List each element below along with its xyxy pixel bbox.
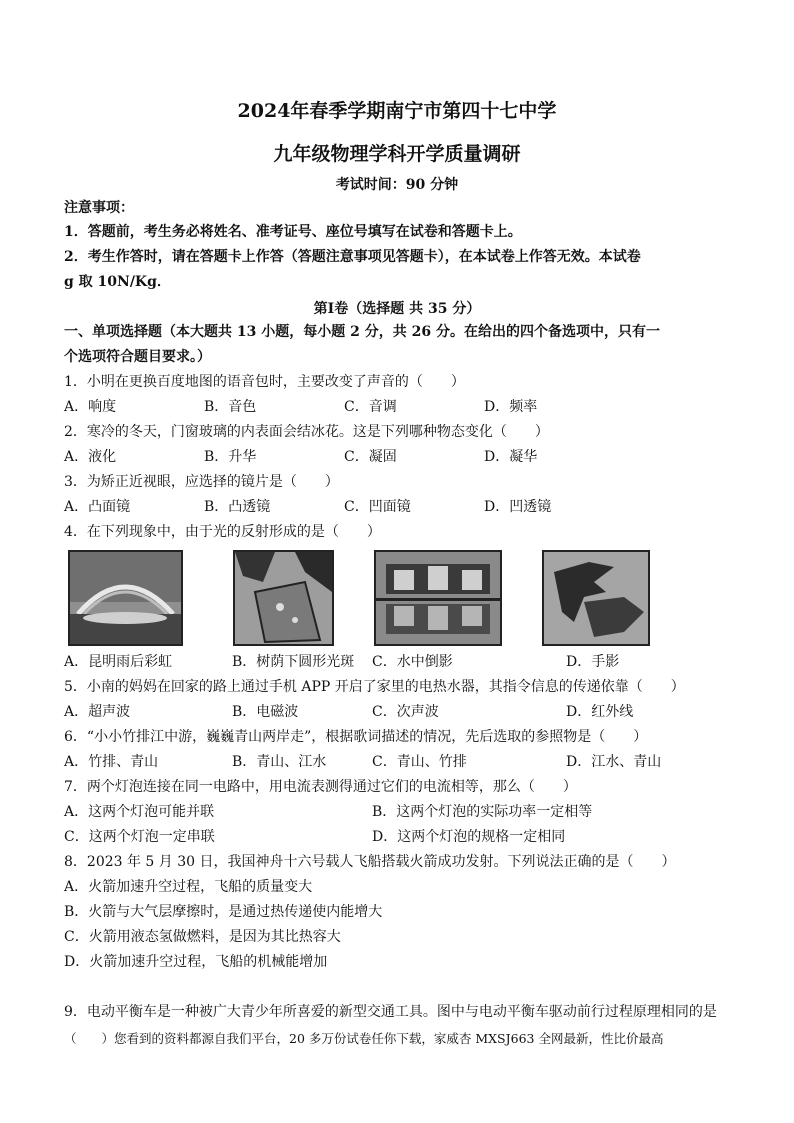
q1-option-d: D．频率 xyxy=(484,399,538,415)
q8-option-a: A．火箭加速升空过程，飞船的质量变大 xyxy=(64,879,313,895)
exam-title-school: 2024年春季学期南宁市第四十七中学 xyxy=(237,100,557,122)
q6-option-c: C．青山、竹排 xyxy=(372,754,467,770)
q8-option-b: B．火箭与大气层摩擦时，是通过热传递使内能增大 xyxy=(64,904,383,920)
q1-option-c: C．音调 xyxy=(344,399,397,415)
q3-option-a: A．凸面镜 xyxy=(64,499,131,515)
q5-option-d: D．红外线 xyxy=(566,704,634,720)
q6-stem: 6．“小小竹排江中游，巍巍青山两岸走”，根据歌词描述的情况，先后选取的参照物是（ ） xyxy=(64,729,648,745)
q8-option-c: C．火箭用液态氢做燃料，是因为其比热容大 xyxy=(64,929,341,945)
q5-option-a: A．超声波 xyxy=(64,704,131,720)
q7-option-d: D．这两个灯泡的规格一定相同 xyxy=(372,829,566,845)
q2-option-a: A．液化 xyxy=(64,449,117,465)
q4-stem: 4．在下列现象中，由于光的反射形成的是（ ） xyxy=(64,524,381,540)
section-instruction-line-2: 个选项符合题目要求。） xyxy=(64,349,211,365)
q4-option-c: C．水中倒影 xyxy=(372,654,453,670)
note-2-line-2: g 取 10N/Kg． xyxy=(64,274,171,290)
q5-stem: 5．小南的妈妈在回家的路上通过手机 APP 开启了家里的电热水器，其指令信息的传递依靠（ ） xyxy=(64,679,685,695)
q2-option-c: C．凝固 xyxy=(344,449,397,465)
q6-option-b: B．青山、江水 xyxy=(232,754,327,770)
note-1: 1．答题前，考生务必将姓名、准考证号、座位号填写在试卷和答题卡上。 xyxy=(64,224,522,240)
q8-option-d: D．火箭加速升空过程，飞船的机械能增加 xyxy=(64,954,328,970)
q5-option-b: B．电磁波 xyxy=(232,704,299,720)
hand-shadow-image xyxy=(542,550,650,646)
q4-option-a: A．昆明雨后彩虹 xyxy=(64,654,173,670)
q8-stem: 8．2023 年 5 月 30 日，我国神舟十六号载人飞船搭载火箭成功发射。下列说法正确的是（ ） xyxy=(64,854,676,870)
q7-option-c: C．这两个灯泡一定串联 xyxy=(64,829,215,845)
q3-option-c: C．凹面镜 xyxy=(344,499,411,515)
q4-option-d: D．手影 xyxy=(566,654,620,670)
q4-option-b: B．树荫下圆形光斑 xyxy=(232,654,355,670)
exam-time: 考试时间：90 分钟 xyxy=(335,177,459,193)
rainbow-image xyxy=(68,550,183,646)
q7-stem: 7．两个灯泡连接在同一电路中，用电流表测得通过它们的电流相等，那么（ ） xyxy=(64,779,577,795)
notes-heading: 注意事项： xyxy=(64,200,134,216)
q5-option-c: C．次声波 xyxy=(372,704,439,720)
q6-option-d: D．江水、青山 xyxy=(566,754,662,770)
note-2-line-1: 2．考生作答时，请在答题卡上作答（答题注意事项见答题卡），在本试卷上作答无效。本试卷 xyxy=(64,249,641,265)
section-instruction-line-1: 一、单项选择题（本大题共 13 小题，每小题 2 分，共 26 分。在给出的四个备选项中，只有一 xyxy=(64,324,660,340)
q9-stem: 9．电动平衡车是一种被广大青少年所喜爱的新型交通工具。图中与电动平衡车驱动前行过程原理相同的是 xyxy=(64,1004,717,1020)
q6-option-a: A．竹排、青山 xyxy=(64,754,159,770)
q3-option-d: D．凹透镜 xyxy=(484,499,552,515)
q1-option-b: B．音色 xyxy=(204,399,257,415)
q3-option-b: B．凸透镜 xyxy=(204,499,271,515)
tree-shade-image xyxy=(233,550,334,646)
q2-option-b: B．升华 xyxy=(204,449,257,465)
q1-stem: 1．小明在更换百度地图的语音包时，主要改变了声音的（ ） xyxy=(64,374,465,390)
exam-title-subject: 九年级物理学科开学质量调研 xyxy=(273,143,521,165)
q7-option-b: B．这两个灯泡的实际功率一定相等 xyxy=(372,804,593,820)
section-title: 第Ⅰ卷（选择题 共 35 分） xyxy=(313,301,481,317)
q2-stem: 2．寒冷的冬天，门窗玻璃的内表面会结冰花。这是下列哪种物态变化（ ） xyxy=(64,424,549,440)
q3-stem: 3．为矫正近视眼，应选择的镜片是（ ） xyxy=(64,474,339,490)
q2-option-d: D．凝华 xyxy=(484,449,538,465)
footer-watermark-text: （ ）您看到的资料都源自我们平台，20 多万份试卷任你下载，家威杏 MXSJ663 全网最新，性比价最高 xyxy=(64,1031,664,1046)
q1-option-a: A．响度 xyxy=(64,399,117,415)
water-reflection-image xyxy=(374,550,502,646)
q7-option-a: A．这两个灯泡可能并联 xyxy=(64,804,215,820)
